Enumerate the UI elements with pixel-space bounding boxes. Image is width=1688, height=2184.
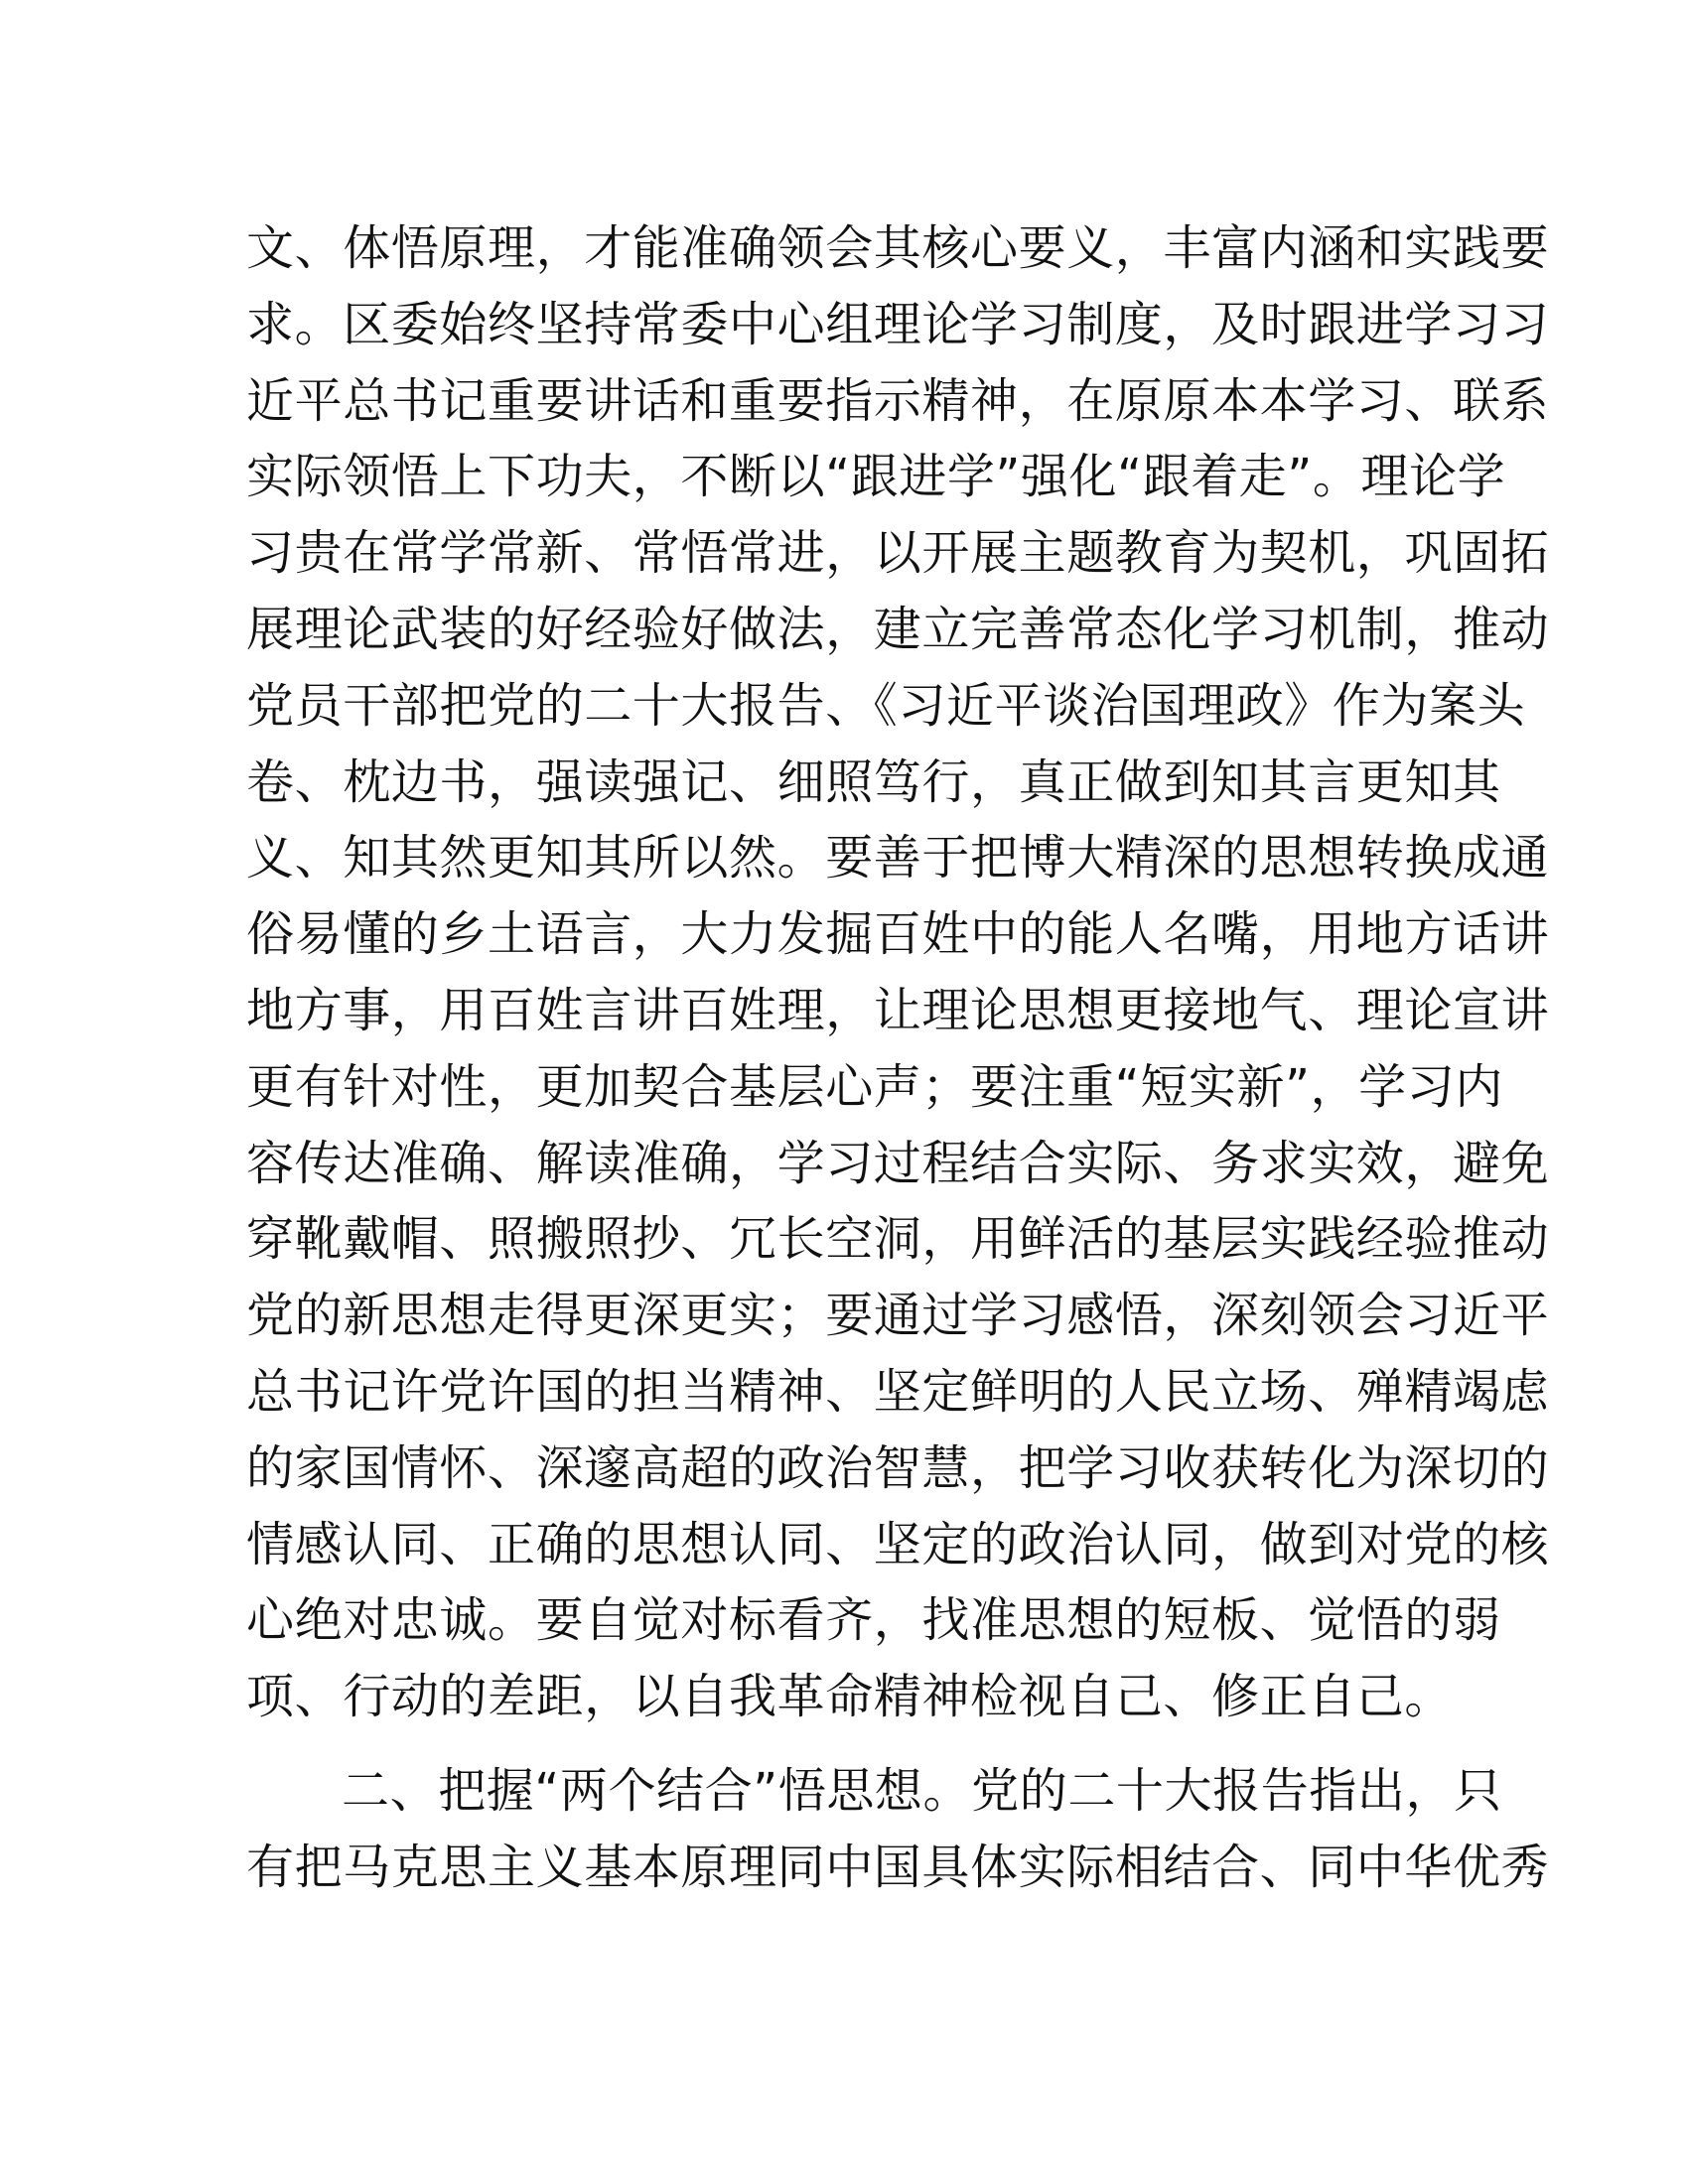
paragraph-line: 有把马克思主义基本原理同中国具体实际相结合、同中华优秀 bbox=[246, 1839, 1550, 1895]
paragraph-line: 近平总书记重要讲话和重要指示精神，在原原本本学习、联系 bbox=[246, 372, 1550, 429]
paragraph-line: 容传达准确、解读准确，学习过程结合实际、务求实效，避免 bbox=[246, 1135, 1550, 1191]
paragraph-line: 文、体悟原理，才能准确领会其核心要义，丰富内涵和实践要 bbox=[246, 220, 1550, 276]
paragraph-line: 党员干部把党的二十大报告、《习近平谈治国理政》作为案头 bbox=[246, 677, 1526, 734]
paragraph-line: 义、知其然更知其所以然。要善于把博大精深的思想转换成通 bbox=[246, 830, 1550, 887]
paragraph-line: 情感认同、正确的思想认同、坚定的政治认同，做到对党的核 bbox=[246, 1516, 1550, 1572]
paragraph-line: 项、行动的差距，以自我革命精神检视自己、修正自己。 bbox=[246, 1669, 1454, 1725]
paragraph-line: 展理论武装的好经验好做法，建立完善常态化学习机制，推动 bbox=[246, 601, 1550, 657]
paragraph-line: 总书记许党许国的担当精神、坚定鲜明的人民立场、殚精竭虑 bbox=[246, 1363, 1550, 1420]
paragraph-line: 俗易懂的乡土语言，大力发掘百姓中的能人名嘴，用地方话讲 bbox=[246, 906, 1550, 963]
body-text bbox=[246, 210, 1550, 1906]
paragraph-1 bbox=[246, 210, 1550, 1735]
paragraph-line: 实际领悟上下功夫，不断以“跟进学”强化“跟着走”。理论学 bbox=[246, 449, 1506, 505]
paragraph-line: 党的新思想走得更深更实；要通过学习感悟，深刻领会习近平 bbox=[246, 1288, 1550, 1344]
paragraph-line: 习贵在常学常新、常悟常进，以开展主题教育为契机，巩固拓 bbox=[246, 525, 1550, 582]
paragraph-line: 地方事，用百姓言讲百姓理，让理论思想更接地气、理论宣讲 bbox=[246, 982, 1550, 1038]
paragraph-2 bbox=[246, 1753, 1550, 1906]
paragraph-line: 卷、枕边书，强读强记、细照笃行，真正做到知其言更知其 bbox=[246, 753, 1501, 810]
paragraph-line: 二、把握“两个结合”悟思想。党的二十大报告指出，只 bbox=[342, 1762, 1502, 1819]
paragraph-line: 的家国情怀、深邃高超的政治智慧，把学习收获转化为深切的 bbox=[246, 1439, 1550, 1496]
paragraph-line: 穿靴戴帽、照搬照抄、冗长空洞，用鲜活的基层实践经验推动 bbox=[246, 1211, 1550, 1268]
paragraph-line: 心绝对忠诚。要自觉对标看齐，找准思想的短板、觉悟的弱 bbox=[246, 1592, 1501, 1649]
paragraph-line: 更有针对性，更加契合基层心声；要注重“短实新”，学习内 bbox=[246, 1058, 1503, 1115]
paragraph-line: 求。区委始终坚持常委中心组理论学习制度，及时跟进学习习 bbox=[246, 296, 1550, 352]
